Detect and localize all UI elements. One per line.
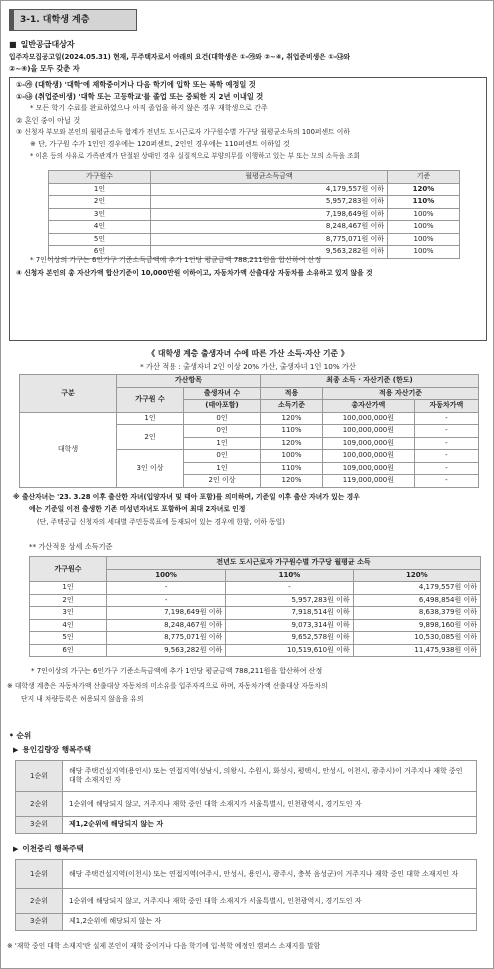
detail-header-100: 100% <box>107 569 226 582</box>
bonus-car: - <box>414 475 478 488</box>
bonus-header-criteria: 최종 소득 · 자산기준 (한도) <box>261 375 479 388</box>
detail-header-main: 전년도 도시근로자 가구원수별 가구당 월평균 소득 <box>107 557 481 570</box>
detail-110: 7,918,514원 이하 <box>226 607 353 620</box>
detail-110: 5,957,283원 이하 <box>226 594 353 607</box>
bonus-header-asset-apply: 적용 자산기준 <box>323 387 479 400</box>
table-row <box>16 817 477 834</box>
bonus-children: 0인 <box>184 425 261 438</box>
bonus-children: 0인 <box>184 450 261 463</box>
bonus-header-total-asset: 총자산가액 <box>323 400 415 413</box>
income-amount: 8,775,071원 이하 <box>151 233 388 246</box>
bonus-asset: 100,000,000원 <box>323 450 415 463</box>
req-3-note2: * 이혼 등의 사유로 가족관계가 단절된 상태인 경우 실질적으로 부양의무를 이행하고 있는 부 또는 모의 소득을 조회 <box>30 152 360 160</box>
bonus-car: - <box>414 425 478 438</box>
table-row <box>49 221 460 234</box>
bonus-header-car: 자동차가액 <box>414 400 478 413</box>
bonus-group-label: 대학생 <box>20 412 117 487</box>
bonus-header-income: 소득기준 <box>261 400 323 413</box>
bonus-children: 1인 <box>184 437 261 450</box>
bonus-income: 110% <box>261 462 323 475</box>
priority-rank: 1순위 <box>16 860 63 889</box>
section-title <box>9 9 137 31</box>
req-1a: ①-㉮ (대학생) '대학'에 재학중이거나 다음 학기에 입학 또는 복학 예정일 것 <box>16 80 256 89</box>
bonus-asset: 109,000,000원 <box>323 437 415 450</box>
detail-header-110: 110% <box>226 569 353 582</box>
detail-120: 10,530,085원 이하 <box>353 632 480 645</box>
income-standard: 100% <box>388 221 460 234</box>
detail-100: 8,775,071원 이하 <box>107 632 226 645</box>
bonus-subtitle: * 가산 적용 : 출생자녀 2인 이상 20% 가산, 출생자녀 1인 10% 가산 <box>140 362 356 371</box>
priority-desc: 제1,2순위에 해당되지 않는 자 <box>63 914 477 931</box>
bonus-income: 120% <box>261 437 323 450</box>
detail-100: - <box>107 594 226 607</box>
income-amount: 5,957,283원 이하 <box>151 196 388 209</box>
table-row <box>16 914 477 931</box>
table-row <box>49 183 460 196</box>
income-header-household: 가구원수 <box>49 171 151 184</box>
income-household: 4인 <box>49 221 151 234</box>
bonus-asset: 100,000,000원 <box>323 412 415 425</box>
detail-100: 7,198,649원 이하 <box>107 607 226 620</box>
table-row <box>49 208 460 221</box>
detail-110: 9,073,314원 이하 <box>226 619 353 632</box>
detail-household: 1인 <box>30 582 107 595</box>
general-intro-1: 입주자모집공고일(2024.05.31) 현재, 무주택자로서 아래의 요건(대학생은 ①-㉮와 ②~④, 취업준비생은 ①-㉯와 <box>9 53 351 61</box>
detail-100: - <box>107 582 226 595</box>
detail-120: 9,898,160원 이하 <box>353 619 480 632</box>
bonus-note-2: 에는 기준일 이전 출생한 기존 미성년자녀도 포함하여 최대 2자녀로 인정 <box>29 505 246 513</box>
bonus-header-children: 출생자녀 수 <box>184 387 261 400</box>
section-title-text: 3-1. 대학생 계층 <box>20 15 90 25</box>
detail-household: 3인 <box>30 607 107 620</box>
detail-100: 8,248,467원 이하 <box>107 619 226 632</box>
priority-rank: 3순위 <box>16 914 63 931</box>
req-1b: ①-㉯ (취업준비생) '대학 또는 고등학교'를 졸업 또는 중퇴한 지 2년 이내일 것 <box>16 92 264 101</box>
bonus-income: 100% <box>261 450 323 463</box>
table-row <box>30 582 481 595</box>
table-row <box>16 761 477 792</box>
income-amount: 9,563,282원 이하 <box>151 246 388 259</box>
bonus-income: 110% <box>261 425 323 438</box>
priority-rank: 3순위 <box>16 817 63 834</box>
income-household: 1인 <box>49 183 151 196</box>
priority-desc: 해당 주택건설지역(용인시) 또는 연접지역(성남시, 의왕시, 수원시, 화성시, 평택시, 안성시, 이천시, 광주시)이 거주지나 재학 중인 대학 소재지인 자 <box>63 761 477 792</box>
priority-group1-title: ▶ 용인김량장 행복주택 <box>13 745 91 755</box>
table-row <box>30 619 481 632</box>
bonus-income: 120% <box>261 412 323 425</box>
car-note-1: ※ 대학생 계층은 자동차가액 산출대상 자동차의 미소유를 입주자격으로 하며, 자동차가액 산출대상 자동차의 <box>7 682 328 690</box>
priority-group2-title: ▶ 이천중리 행복주택 <box>13 844 84 854</box>
income-standard: 100% <box>388 246 460 259</box>
bonus-household: 3인 이상 <box>117 450 184 488</box>
req-4: ④ 신청자 본인의 총 자산가액 합산기준이 10,000만원 이하이고, 자동차가액 산출대상 자동차를 소유하고 있지 않을 것 <box>16 269 373 277</box>
income-household: 2인 <box>49 196 151 209</box>
income-standard: 100% <box>388 208 460 221</box>
detail-household: 4인 <box>30 619 107 632</box>
priority-desc: 1순위에 해당되지 않고, 거주지나 재학 중인 대학 소재지가 서울특별시, 인천광역시, 경기도인 자 <box>63 889 477 914</box>
bonus-header-add: 가산항목 <box>117 375 261 388</box>
table-row <box>49 196 460 209</box>
detail-table <box>29 556 481 657</box>
detail-note: * 7인이상의 가구는 6인가구 기준소득금액에 추가 1인당 평균금액 788,211원을 합산하여 산정 <box>31 667 323 675</box>
income-household: 6인 <box>49 246 151 259</box>
priority-desc: 1순위에 해당되지 않고, 거주지나 재학 중인 대학 소재지가 서울특별시, 인천광역시, 경기도인 자 <box>63 792 477 817</box>
priority-footnote: ※ '재학 중인 대학 소재지'란 실제 본인이 재학 중이거나 다음 학기에 입·복학 예정인 캠퍼스 소재지를 말함 <box>7 942 321 950</box>
bonus-note-1: ※ 출산자녀는 '23. 3.28 이후 출산한 자녀(입양자녀 및 태아 포함)를 의미하며, 기준일 이후 출산 자녀가 있는 경우 <box>13 493 360 501</box>
bonus-asset: 100,000,000원 <box>323 425 415 438</box>
table-row <box>30 632 481 645</box>
req-3-note1: ※ 단, 가구원 수가 1인인 경우에는 120퍼센트, 2인인 경우에는 110퍼센트 이하일 것 <box>30 140 290 148</box>
detail-110: 10,519,610원 이하 <box>226 644 353 657</box>
req-2: ② 혼인 중이 아닐 것 <box>16 116 81 125</box>
priority-label: • 순위 <box>9 731 32 740</box>
detail-120: 6,498,854원 이하 <box>353 594 480 607</box>
general-intro-2: ②~④)을 모두 갖춘 자 <box>9 64 80 73</box>
table-row <box>16 889 477 914</box>
car-note-2: 단지 내 차량등록은 허용되지 않음을 유의 <box>21 695 144 703</box>
detail-household: 2인 <box>30 594 107 607</box>
bonus-household: 1인 <box>117 412 184 425</box>
bonus-children: 2인 이상 <box>184 475 261 488</box>
bonus-table <box>19 374 479 488</box>
detail-120: 8,638,379원 이하 <box>353 607 480 620</box>
detail-label: ** 가산적용 상세 소득기준 <box>29 542 113 551</box>
priority-desc: 제1,2순위에 해당되지 않는 자 <box>63 817 477 834</box>
detail-110: - <box>226 582 353 595</box>
income-header-standard: 기준 <box>388 171 460 184</box>
income-table <box>48 170 460 259</box>
bonus-header-household: 가구원 수 <box>117 387 184 412</box>
requirements-box <box>9 77 487 341</box>
income-note: * 7인이상의 가구는 6인가구 기준소득금액에 추가 1인당 평균금액 788,211원을 합산하여 산정 <box>30 256 322 264</box>
general-heading: ■ 일반공급대상자 <box>9 40 75 50</box>
req-1b-note: * 모든 학기 수료를 완료하였으나 아직 졸업을 하지 않은 경우 재학생으로 간주 <box>30 104 268 112</box>
table-row <box>16 792 477 817</box>
income-standard: 100% <box>388 233 460 246</box>
income-amount: 8,248,467원 이하 <box>151 221 388 234</box>
table-row <box>16 860 477 889</box>
detail-header-120: 120% <box>353 569 480 582</box>
priority-rank: 1순위 <box>16 761 63 792</box>
detail-110: 9,652,578원 이하 <box>226 632 353 645</box>
table-row <box>49 233 460 246</box>
income-amount: 7,198,649원 이하 <box>151 208 388 221</box>
bonus-household: 2인 <box>117 425 184 450</box>
priority-rank: 2순위 <box>16 889 63 914</box>
income-amount: 4,179,557원 이하 <box>151 183 388 196</box>
income-household: 5인 <box>49 233 151 246</box>
bonus-income: 120% <box>261 475 323 488</box>
bonus-asset: 109,000,000원 <box>323 462 415 475</box>
priority-rank: 2순위 <box>16 792 63 817</box>
detail-header-household: 가구원수 <box>30 557 107 582</box>
priority-group2-table <box>15 859 477 931</box>
bonus-header-apply: 적용 <box>261 387 323 400</box>
detail-120: 4,179,557원 이하 <box>353 582 480 595</box>
bonus-header-children-sub: (태아포함) <box>184 400 261 413</box>
bonus-title: 《 대학생 계층 출생자녀 수에 따른 가산 소득·자산 기준 》 <box>147 349 349 358</box>
bonus-children: 0인 <box>184 412 261 425</box>
detail-120: 11,475,938원 이하 <box>353 644 480 657</box>
detail-household: 6인 <box>30 644 107 657</box>
priority-group1-table <box>15 760 477 834</box>
table-row <box>30 644 481 657</box>
income-standard: 110% <box>388 196 460 209</box>
table-row <box>30 594 481 607</box>
bonus-note-3: (단, 주택공급 신청자의 세대별 주민등록표에 등재되어 있는 경우에 한함, 이하 동일) <box>37 518 285 526</box>
bonus-children: 1인 <box>184 462 261 475</box>
bonus-asset: 119,000,000원 <box>323 475 415 488</box>
bonus-car: - <box>414 462 478 475</box>
bonus-car: - <box>414 412 478 425</box>
priority-desc: 해당 주택건설지역(이천시) 또는 연접지역(여주시, 안성시, 용인시, 광주시, 충북 음성군)이 거주지나 재학 중인 대학 소재지인 자 <box>63 860 477 889</box>
detail-100: 9,563,282원 이하 <box>107 644 226 657</box>
income-header-amount: 월평균소득금액 <box>151 171 388 184</box>
title-bar-decoration <box>10 10 14 30</box>
detail-household: 5인 <box>30 632 107 645</box>
bonus-car: - <box>414 437 478 450</box>
table-row <box>30 607 481 620</box>
req-3: ③ 신청자 부모와 본인의 월평균소득 합계가 전년도 도시근로자 가구원수별 가구당 월평균소득의 100퍼센트 이하 <box>16 128 350 136</box>
bonus-car: - <box>414 450 478 463</box>
bonus-header-group: 구분 <box>20 375 117 413</box>
income-standard: 120% <box>388 183 460 196</box>
income-household: 3인 <box>49 208 151 221</box>
table-row <box>20 412 479 425</box>
